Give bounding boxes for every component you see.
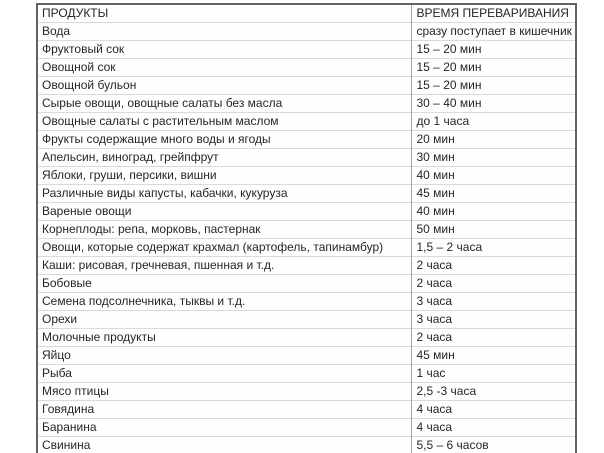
- time-cell: 1,5 – 2 часа: [411, 239, 576, 257]
- time-cell: 15 – 20 мин: [411, 59, 576, 77]
- product-cell: Яйцо: [37, 347, 411, 365]
- product-cell: Вареные овощи: [37, 203, 411, 221]
- product-cell: Свинина: [37, 437, 411, 453]
- product-cell: Овощи, которые содержат крахмал (картофель, тапинамбур): [37, 239, 411, 257]
- time-cell: 2 часа: [411, 257, 576, 275]
- table-row: [37, 275, 576, 293]
- product-cell: Орехи: [37, 311, 411, 329]
- time-cell: 45 мин: [411, 347, 576, 365]
- time-cell: 2 часа: [411, 329, 576, 347]
- time-cell: 15 – 20 мин: [411, 77, 576, 95]
- table-row: [37, 167, 576, 185]
- table-row: [37, 365, 576, 383]
- product-cell: Вода: [37, 23, 411, 41]
- product-cell: Фруктовый сок: [37, 41, 411, 59]
- time-cell: 3 часа: [411, 311, 576, 329]
- product-cell: Корнеплоды: репа, морковь, пастернак: [37, 221, 411, 239]
- time-cell: 45 мин: [411, 185, 576, 203]
- table-row: [37, 419, 576, 437]
- table-row: [37, 239, 576, 257]
- table-row: [37, 293, 576, 311]
- time-cell: 40 мин: [411, 203, 576, 221]
- table-body: [37, 23, 576, 453]
- product-cell: Рыба: [37, 365, 411, 383]
- table-row: [37, 113, 576, 131]
- table-row: [37, 311, 576, 329]
- product-cell: Овощной сок: [37, 59, 411, 77]
- time-cell: 4 часа: [411, 419, 576, 437]
- time-cell: 20 мин: [411, 131, 576, 149]
- product-cell: Сырые овощи, овощные салаты без масла: [37, 95, 411, 113]
- table-row: [37, 131, 576, 149]
- table-row: [37, 203, 576, 221]
- product-cell: Каши: рисовая, гречневая, пшенная и т.д.: [37, 257, 411, 275]
- table-row: [37, 149, 576, 167]
- table-row: [37, 401, 576, 419]
- product-cell: Яблоки, груши, персики, вишни: [37, 167, 411, 185]
- table-row: [37, 41, 576, 59]
- product-cell: Баранина: [37, 419, 411, 437]
- table-row: [37, 383, 576, 401]
- table-row: [37, 221, 576, 239]
- table-row: [37, 257, 576, 275]
- time-cell: 50 мин: [411, 221, 576, 239]
- time-cell: 30 мин: [411, 149, 576, 167]
- product-cell: Мясо птицы: [37, 383, 411, 401]
- time-cell: 3 часа: [411, 293, 576, 311]
- time-cell: 30 – 40 мин: [411, 95, 576, 113]
- product-cell: Различные виды капусты, кабачки, кукуруза: [37, 185, 411, 203]
- product-cell: Апельсин, виноград, грейпфрут: [37, 149, 411, 167]
- table-row: [37, 59, 576, 77]
- time-cell: до 1 часа: [411, 113, 576, 131]
- product-cell: Овощные салаты с растительным маслом: [37, 113, 411, 131]
- table-row: [37, 437, 576, 453]
- product-cell: Говядина: [37, 401, 411, 419]
- products-column-header: ПРОДУКТЫ: [37, 4, 411, 23]
- time-cell: 1 час: [411, 365, 576, 383]
- product-cell: Овощной бульон: [37, 77, 411, 95]
- time-cell: 40 мин: [411, 167, 576, 185]
- time-cell: 15 – 20 мин: [411, 41, 576, 59]
- table-row: [37, 185, 576, 203]
- time-cell: 5,5 – 6 часов: [411, 437, 576, 453]
- time-column-header: ВРЕМЯ ПЕРЕВАРИВАНИЯ: [411, 4, 576, 23]
- table-row: [37, 77, 576, 95]
- time-cell: 2 часа: [411, 275, 576, 293]
- product-cell: Семена подсолнечника, тыквы и т.д.: [37, 293, 411, 311]
- digestion-table: [36, 3, 577, 453]
- product-cell: Молочные продукты: [37, 329, 411, 347]
- table-header-row: [37, 4, 576, 23]
- table-row: [37, 23, 576, 41]
- product-cell: Фрукты содержащие много воды и ягоды: [37, 131, 411, 149]
- table-row: [37, 347, 576, 365]
- time-cell: 4 часа: [411, 401, 576, 419]
- time-cell: сразу поступает в кишечник: [411, 23, 576, 41]
- product-cell: Бобовые: [37, 275, 411, 293]
- time-cell: 2,5 -3 часа: [411, 383, 576, 401]
- table-row: [37, 95, 576, 113]
- table-row: [37, 329, 576, 347]
